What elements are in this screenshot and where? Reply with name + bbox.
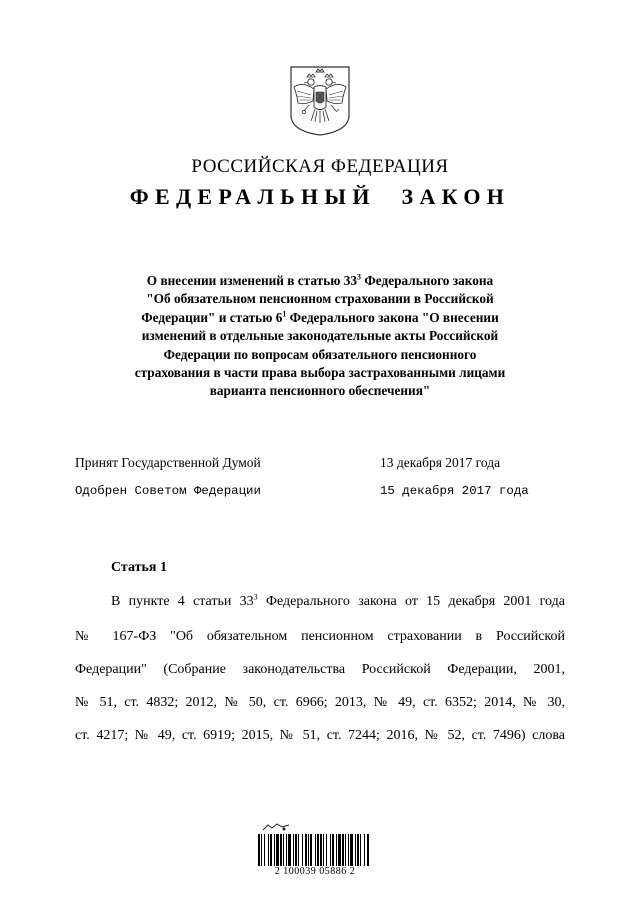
- article-body-line: № 167-ФЗ "Об обязательном пенсионном страховании в Российской: [75, 629, 565, 644]
- article-body-line: № 51, ст. 4832; 2012, № 50, ст. 6966; 2013, № 49, ст. 6352; 2014, № 30,: [75, 695, 565, 710]
- law-title-line: страхования в части права выбора застрахованными лицами: [134, 365, 506, 381]
- law-title-line: Федерации по вопросам обязательного пенсионного: [163, 346, 477, 362]
- barcode: [258, 834, 370, 866]
- law-title-line: Федерации" и статью $6^1$ Федерального закона "О внесении: [141, 309, 499, 325]
- stamp-mark-icon: [262, 822, 290, 832]
- article-body-line: Федерации" (Собрание законодательства Российской Федерации, 2001,: [75, 662, 565, 677]
- law-title-line: О внесении изменений в статью $33^3$ Федерального закона: [146, 272, 494, 288]
- coat-of-arms-emblem: [289, 65, 351, 137]
- document-type-heading: ФЕДЕРАЛЬНЫЙ ЗАКОН: [129, 184, 511, 209]
- law-title-line: "Об обязательном пенсионном страховании в Российской: [146, 291, 494, 307]
- law-title-line: варианта пенсионного обеспечения": [209, 383, 431, 399]
- country-heading: РОССИЙСКАЯ ФЕДЕРАЦИЯ: [191, 156, 449, 177]
- law-title-line: изменений в отдельные законодательные акты Российской: [141, 328, 499, 344]
- article-body-line: ст. 4217; № 49, ст. 6919; 2015, № 51, ст. 7244; 2016, № 52, ст. 7496) слова: [75, 728, 565, 743]
- article-heading: Статья 1: [111, 560, 167, 575]
- council-approval-label: Одобрен Советом Федерации: [75, 484, 261, 498]
- council-approval-date: 15 декабря 2017 года: [380, 484, 529, 498]
- duma-adoption-label: Принят Государственной Думой: [75, 455, 261, 470]
- barcode-number: 2 100039 05886 2: [274, 866, 356, 877]
- article-body-line: В пункте 4 статьи $33^3$ Федерального закона от 15 декабря 2001 года: [111, 592, 565, 609]
- law-title: [100, 272, 540, 401]
- duma-adoption-date: 13 декабря 2017 года: [380, 455, 501, 470]
